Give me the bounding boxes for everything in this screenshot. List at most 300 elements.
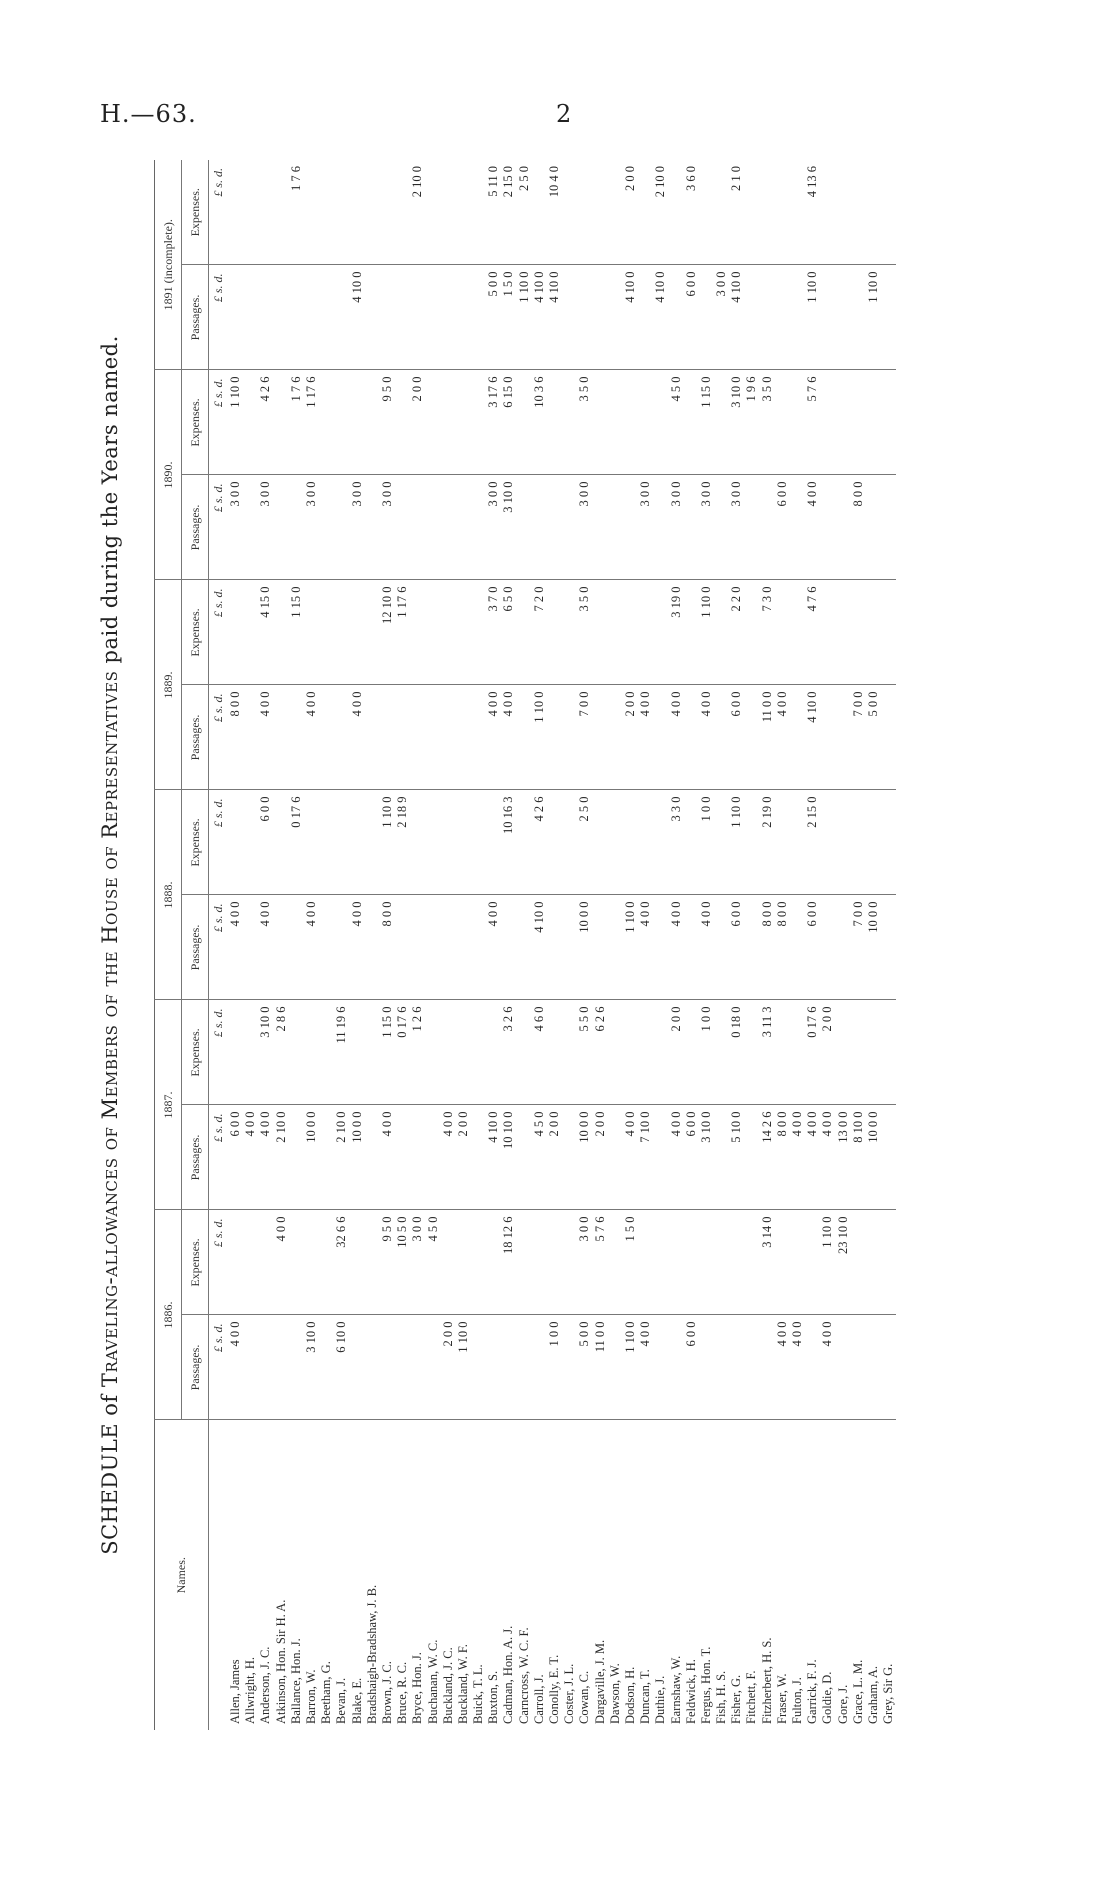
- passages-cell: 5 0 0: [486, 265, 501, 370]
- passages-cell: [243, 265, 258, 370]
- passages-cell: 10 0 0: [577, 1105, 592, 1210]
- passages-cell: [319, 685, 334, 790]
- passages-cell: 3 0 0: [699, 475, 714, 580]
- member-name: [714, 1420, 729, 1730]
- member-name: [486, 1420, 501, 1730]
- expenses-cell: [760, 160, 775, 265]
- expenses-cell: [350, 1000, 365, 1105]
- member-name: [289, 1420, 304, 1730]
- passages-cell: [425, 265, 440, 370]
- expenses-cell: 12 10 0: [380, 580, 395, 685]
- expenses-header: Expenses.: [182, 790, 209, 895]
- passages-cell: 4 0 0: [638, 685, 653, 790]
- passages-cell: [790, 685, 805, 790]
- passages-header: Passages.: [182, 1105, 209, 1210]
- passages-cell: [517, 475, 532, 580]
- member-name: [380, 1420, 395, 1730]
- member-name-text: Beetham, G.: [319, 1661, 334, 1724]
- passages-cell: [608, 1105, 623, 1210]
- passages-cell: [471, 265, 486, 370]
- passages-cell: 4 0 0: [668, 895, 683, 1000]
- expenses-cell: [744, 1000, 759, 1105]
- passages-cell: [258, 1315, 273, 1420]
- passages-cell: [410, 1105, 425, 1210]
- member-name: [866, 1420, 881, 1730]
- passages-cell: [425, 685, 440, 790]
- passages-cell: 6 0 0: [684, 1315, 699, 1420]
- expenses-cell: [365, 790, 380, 895]
- expenses-cell: [471, 1210, 486, 1315]
- passages-cell: 1 0 0: [547, 1315, 562, 1420]
- table-row: [775, 160, 790, 1730]
- expenses-cell: 3 7 0: [486, 580, 501, 685]
- passages-cell: 3 0 0: [668, 475, 683, 580]
- passages-cell: [562, 265, 577, 370]
- table-row: [805, 160, 820, 1730]
- expenses-cell: [486, 790, 501, 895]
- table-row: [274, 160, 289, 1730]
- table-row: [714, 160, 729, 1730]
- passages-cell: 8 10 0: [851, 1105, 866, 1210]
- member-name-text: Brown, J. C.: [379, 1661, 394, 1724]
- table-row: [365, 160, 380, 1730]
- expenses-cell: [380, 160, 395, 265]
- passages-cell: [653, 1315, 668, 1420]
- passages-cell: 10 0 0: [866, 895, 881, 1000]
- expenses-cell: [243, 1000, 258, 1105]
- passages-cell: [744, 475, 759, 580]
- passages-cell: [425, 1105, 440, 1210]
- passages-cell: [380, 1315, 395, 1420]
- member-name: [729, 1420, 744, 1730]
- member-name-text: Goldie, D.: [820, 1671, 835, 1724]
- expenses-cell: [653, 370, 668, 475]
- expenses-cell: [441, 370, 456, 475]
- year-header: 1887.: [155, 1000, 182, 1210]
- member-name: [274, 1420, 289, 1730]
- passages-cell: 4 0 0: [380, 1105, 395, 1210]
- passages-cell: 4 5 0: [532, 1105, 547, 1210]
- expenses-cell: [805, 1210, 820, 1315]
- passages-cell: [274, 685, 289, 790]
- passages-cell: 3 10 0: [699, 1105, 714, 1210]
- passages-cell: 10 0 0: [577, 895, 592, 1000]
- table-row: [380, 160, 395, 1730]
- passages-cell: [289, 1105, 304, 1210]
- expenses-cell: [425, 160, 440, 265]
- expenses-cell: [350, 790, 365, 895]
- passages-cell: 6 0 0: [729, 685, 744, 790]
- member-name: [820, 1420, 835, 1730]
- passages-cell: [410, 685, 425, 790]
- passages-cell: [289, 1315, 304, 1420]
- member-name: [790, 1420, 805, 1730]
- passages-cell: [441, 685, 456, 790]
- expenses-cell: [350, 580, 365, 685]
- passages-cell: [365, 475, 380, 580]
- expenses-cell: [562, 580, 577, 685]
- expenses-cell: 3 5 0: [760, 370, 775, 475]
- passages-cell: 4 0 0: [486, 895, 501, 1000]
- expenses-cell: [547, 1000, 562, 1105]
- table-row: [562, 160, 577, 1730]
- expenses-cell: [471, 790, 486, 895]
- member-name-text: Ballance, Hon. J.: [288, 1638, 303, 1724]
- passages-cell: [881, 895, 896, 1000]
- expenses-cell: [562, 370, 577, 475]
- passages-cell: 8 0 0: [228, 685, 243, 790]
- expenses-cell: [790, 370, 805, 475]
- member-name-text: Bruce, R. C.: [395, 1661, 410, 1724]
- expenses-cell: 3 3 0: [668, 790, 683, 895]
- expenses-cell: [668, 160, 683, 265]
- expenses-cell: 2 5 0: [577, 790, 592, 895]
- expenses-cell: 5 11 0: [486, 160, 501, 265]
- passages-cell: 10 0 0: [350, 1105, 365, 1210]
- passages-cell: [471, 1105, 486, 1210]
- expenses-cell: 10 4 0: [547, 160, 562, 265]
- passages-cell: [319, 1315, 334, 1420]
- member-name-text: Allwright, H.: [243, 1656, 258, 1724]
- table-row: [790, 160, 805, 1730]
- expenses-cell: [319, 370, 334, 475]
- expenses-cell: [441, 790, 456, 895]
- passages-cell: 4 0 0: [790, 1105, 805, 1210]
- passages-cell: [684, 895, 699, 1000]
- expenses-cell: 4 0 0: [274, 1210, 289, 1315]
- passages-cell: 7 0 0: [851, 895, 866, 1000]
- passages-cell: 4 0 0: [228, 1315, 243, 1420]
- member-name: [441, 1420, 456, 1730]
- passages-cell: [760, 475, 775, 580]
- passages-cell: [350, 1315, 365, 1420]
- expenses-cell: 3 2 6: [501, 1000, 516, 1105]
- table-row: [729, 160, 744, 1730]
- passages-cell: 4 0 0: [775, 1315, 790, 1420]
- expenses-cell: [775, 1210, 790, 1315]
- expenses-cell: [790, 580, 805, 685]
- expenses-cell: [425, 1000, 440, 1105]
- member-name: [243, 1420, 258, 1730]
- passages-cell: 4 0 0: [638, 895, 653, 1000]
- expenses-cell: [744, 1210, 759, 1315]
- passages-cell: 8 0 0: [775, 1105, 790, 1210]
- expenses-cell: [608, 580, 623, 685]
- passages-cell: 4 0 0: [350, 895, 365, 1000]
- member-name: [577, 1420, 592, 1730]
- expenses-cell: [334, 580, 349, 685]
- passages-cell: 10 0 0: [866, 1105, 881, 1210]
- passages-cell: [274, 475, 289, 580]
- member-name: [805, 1420, 820, 1730]
- passages-cell: [699, 1315, 714, 1420]
- expenses-cell: 4 2 6: [258, 370, 273, 475]
- expenses-cell: [638, 1210, 653, 1315]
- passages-cell: 4 10 0: [532, 265, 547, 370]
- expenses-cell: [562, 1210, 577, 1315]
- passages-cell: [881, 1315, 896, 1420]
- expenses-cell: [410, 790, 425, 895]
- units-row: [209, 160, 229, 1730]
- expenses-cell: [775, 580, 790, 685]
- member-name-text: Graham, A.: [865, 1666, 880, 1724]
- passages-cell: [881, 265, 896, 370]
- expenses-cell: [441, 1000, 456, 1105]
- passages-cell: [653, 475, 668, 580]
- table-row: [425, 160, 440, 1730]
- passages-cell: [744, 265, 759, 370]
- expenses-cell: [881, 580, 896, 685]
- expenses-cell: [228, 160, 243, 265]
- passages-cell: [760, 1315, 775, 1420]
- expenses-cell: [243, 160, 258, 265]
- year-header: 1886.: [155, 1210, 182, 1420]
- table-row: [608, 160, 623, 1730]
- passages-cell: [805, 1315, 820, 1420]
- expenses-cell: 3 19 0: [668, 580, 683, 685]
- member-name: [593, 1420, 608, 1730]
- expenses-cell: [517, 1210, 532, 1315]
- table-row: [577, 160, 592, 1730]
- passages-cell: 5 0 0: [577, 1315, 592, 1420]
- member-name-text: Bryce, Hon. J.: [410, 1652, 425, 1724]
- passages-cell: 4 10 0: [653, 265, 668, 370]
- units-label: £ s. d.: [209, 685, 229, 790]
- expenses-cell: [836, 790, 851, 895]
- passages-cell: [410, 1315, 425, 1420]
- passages-cell: [608, 1315, 623, 1420]
- passages-cell: [425, 895, 440, 1000]
- member-name: [350, 1420, 365, 1730]
- passages-cell: [243, 1315, 258, 1420]
- expenses-cell: [638, 790, 653, 895]
- passages-cell: 5 10 0: [729, 1105, 744, 1210]
- passages-cell: [456, 895, 471, 1000]
- expenses-cell: [319, 160, 334, 265]
- table-row: [456, 160, 471, 1730]
- expenses-cell: [866, 580, 881, 685]
- passages-cell: [243, 685, 258, 790]
- expenses-cell: [258, 160, 273, 265]
- passages-cell: [714, 1315, 729, 1420]
- expenses-cell: [441, 580, 456, 685]
- passages-cell: [593, 895, 608, 1000]
- passages-cell: [334, 265, 349, 370]
- passages-cell: [562, 685, 577, 790]
- member-name-text: Atkinson, Hon. Sir H. A.: [273, 1599, 288, 1724]
- passages-cell: [744, 1105, 759, 1210]
- passages-cell: 4 10 0: [623, 265, 638, 370]
- expenses-cell: [714, 1210, 729, 1315]
- expenses-cell: [775, 1000, 790, 1105]
- units-label: £ s. d.: [209, 790, 229, 895]
- expenses-cell: [304, 160, 319, 265]
- passages-cell: [304, 265, 319, 370]
- expenses-cell: 0 17 6: [289, 790, 304, 895]
- passages-cell: [441, 475, 456, 580]
- passages-cell: [760, 265, 775, 370]
- passages-cell: [836, 685, 851, 790]
- passages-cell: [653, 685, 668, 790]
- expenses-cell: 0 18 0: [729, 1000, 744, 1105]
- passages-cell: [684, 685, 699, 790]
- passages-cell: 4 0 0: [623, 1105, 638, 1210]
- expenses-cell: 1 2 6: [410, 1000, 425, 1105]
- units-label: £ s. d.: [209, 1210, 229, 1315]
- passages-cell: 3 0 0: [729, 475, 744, 580]
- passages-cell: [714, 895, 729, 1000]
- expenses-cell: 1 15 0: [699, 370, 714, 475]
- expenses-cell: 2 15 0: [805, 790, 820, 895]
- expenses-cell: 2 10 0: [653, 160, 668, 265]
- passages-cell: [653, 1105, 668, 1210]
- expenses-cell: [820, 790, 835, 895]
- passages-cell: 6 0 0: [228, 1105, 243, 1210]
- table-row: [699, 160, 714, 1730]
- member-name-text: Earnshaw, W.: [668, 1655, 683, 1724]
- expenses-cell: [866, 370, 881, 475]
- expenses-cell: [653, 1210, 668, 1315]
- expenses-cell: [668, 1210, 683, 1315]
- passages-cell: 3 0 0: [380, 475, 395, 580]
- passages-cell: 4 0 0: [668, 685, 683, 790]
- expenses-cell: [851, 790, 866, 895]
- expenses-cell: [851, 1210, 866, 1315]
- passages-cell: 4 10 0: [547, 265, 562, 370]
- expenses-cell: [441, 160, 456, 265]
- expenses-cell: [456, 1210, 471, 1315]
- table-row: [532, 160, 547, 1730]
- member-name-text: Fergus, Hon. T.: [698, 1646, 713, 1724]
- expenses-cell: 10 3 6: [532, 370, 547, 475]
- passages-cell: 4 0 0: [258, 1105, 273, 1210]
- year-header: 1890.: [155, 370, 182, 580]
- passages-cell: 4 0 0: [668, 1105, 683, 1210]
- passages-cell: 4 10 0: [350, 265, 365, 370]
- expenses-cell: [471, 160, 486, 265]
- passages-cell: [395, 1315, 410, 1420]
- expenses-cell: [410, 580, 425, 685]
- expenses-header: Expenses.: [182, 370, 209, 475]
- passages-cell: 4 0 0: [258, 685, 273, 790]
- passages-cell: 11 0 0: [593, 1315, 608, 1420]
- expenses-cell: [274, 580, 289, 685]
- passages-cell: [714, 685, 729, 790]
- passages-cell: [562, 1315, 577, 1420]
- expenses-cell: [608, 160, 623, 265]
- expenses-cell: 1 7 6: [289, 370, 304, 475]
- passages-cell: 1 10 0: [805, 265, 820, 370]
- member-name-text: Dargaville, J. M.: [592, 1639, 607, 1724]
- member-name-text: Bevan, J.: [334, 1677, 349, 1724]
- expenses-cell: [714, 1000, 729, 1105]
- expenses-cell: [471, 580, 486, 685]
- expenses-cell: [638, 160, 653, 265]
- expenses-cell: [228, 580, 243, 685]
- passages-cell: [532, 1315, 547, 1420]
- passages-cell: 2 10 0: [334, 1105, 349, 1210]
- passages-cell: 5 0 0: [866, 685, 881, 790]
- passages-cell: 7 0 0: [851, 685, 866, 790]
- passages-cell: 7 10 0: [638, 1105, 653, 1210]
- table-row: [289, 160, 304, 1730]
- year-header-row: [155, 160, 182, 1730]
- passages-cell: 4 10 0: [729, 265, 744, 370]
- passages-cell: 4 0 0: [775, 685, 790, 790]
- passages-cell: [577, 265, 592, 370]
- passages-cell: [866, 1315, 881, 1420]
- expenses-header: Expenses.: [182, 1210, 209, 1315]
- expenses-cell: [258, 1210, 273, 1315]
- expenses-cell: [228, 1000, 243, 1105]
- table-row: [851, 160, 866, 1730]
- table-row: [653, 160, 668, 1730]
- expenses-cell: 2 0 0: [410, 370, 425, 475]
- expenses-cell: 1 10 0: [820, 1210, 835, 1315]
- member-name: [608, 1420, 623, 1730]
- passages-cell: 4 0 0: [304, 895, 319, 1000]
- member-name: [684, 1420, 699, 1730]
- member-name: [304, 1420, 319, 1730]
- expenses-cell: 6 0 0: [258, 790, 273, 895]
- member-name-text: Buckland, J. C.: [440, 1647, 455, 1724]
- expenses-cell: [623, 370, 638, 475]
- passages-cell: [274, 895, 289, 1000]
- member-name-text: Gore, J.: [835, 1684, 850, 1724]
- table-row: [866, 160, 881, 1730]
- member-name-text: Buckland, W. F.: [455, 1644, 470, 1724]
- expenses-cell: 1 9 6: [744, 370, 759, 475]
- expenses-cell: [851, 160, 866, 265]
- table-row: [881, 160, 896, 1730]
- member-name-text: Dodson, H.: [622, 1666, 637, 1724]
- expenses-cell: [425, 370, 440, 475]
- expenses-cell: [319, 1000, 334, 1105]
- expenses-cell: [608, 370, 623, 475]
- table-row: [395, 160, 410, 1730]
- passages-cell: [593, 475, 608, 580]
- passages-cell: [547, 895, 562, 1000]
- passages-cell: [820, 265, 835, 370]
- expenses-cell: [319, 1210, 334, 1315]
- passages-cell: [668, 265, 683, 370]
- passages-cell: 3 10 0: [304, 1315, 319, 1420]
- expenses-cell: 2 0 0: [623, 160, 638, 265]
- passages-cell: [820, 685, 835, 790]
- schedule-title: [90, 160, 130, 1730]
- expenses-cell: 4 2 6: [532, 790, 547, 895]
- expenses-cell: [653, 1000, 668, 1105]
- expenses-cell: [304, 790, 319, 895]
- expenses-cell: [653, 790, 668, 895]
- member-name-text: Carncross, W. C. F.: [516, 1627, 531, 1724]
- passages-cell: [365, 1315, 380, 1420]
- passages-cell: 4 10 0: [486, 1105, 501, 1210]
- passages-cell: 14 2 6: [760, 1105, 775, 1210]
- year-header: 1889.: [155, 580, 182, 790]
- expenses-cell: [547, 370, 562, 475]
- table-row: [760, 160, 775, 1730]
- expenses-cell: 3 17 6: [486, 370, 501, 475]
- member-name: [456, 1420, 471, 1730]
- passages-cell: 1 10 0: [517, 265, 532, 370]
- passages-cell: [319, 265, 334, 370]
- names-column-header: Names.: [155, 1420, 209, 1730]
- expenses-cell: 7 2 0: [532, 580, 547, 685]
- passages-cell: [471, 685, 486, 790]
- passages-cell: [410, 265, 425, 370]
- year-header: 1888.: [155, 790, 182, 1000]
